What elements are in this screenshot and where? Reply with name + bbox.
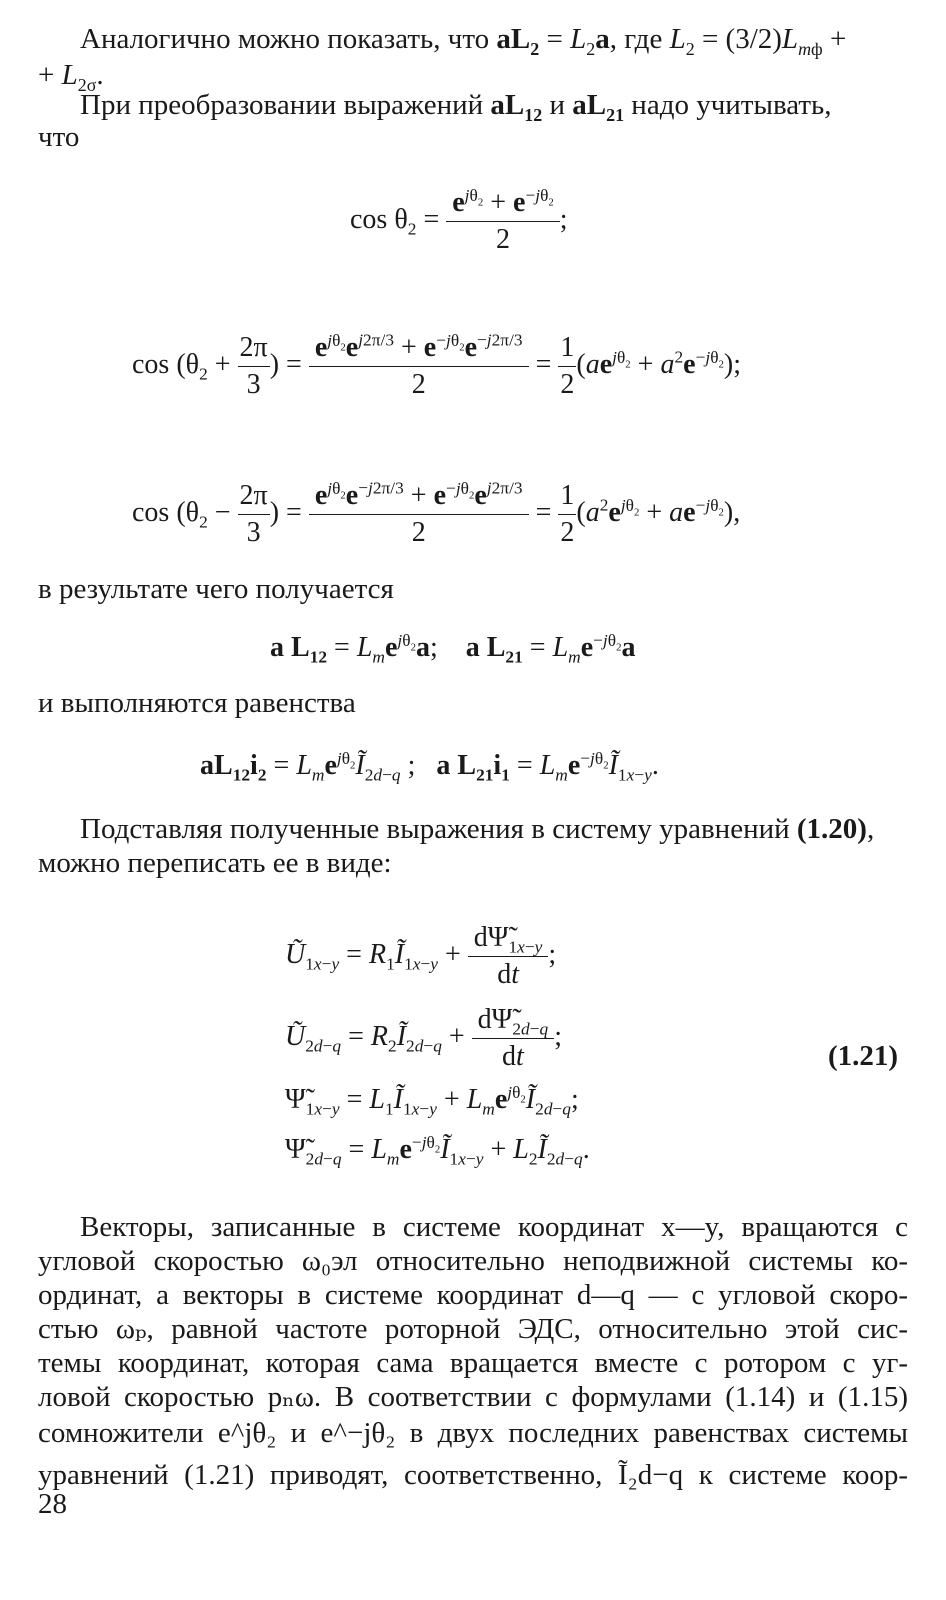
paragraph-2-line-1: При преобразовании выражений $aL_{12}$ и $aL_{21}$ надо учитывать,	[80, 89, 832, 125]
page-number: 28	[38, 1488, 67, 1520]
paragraph-1-line-1: Аналогично можно показать, что $aL_2 = L_2a$, где $L_2 = (3/2)L_{mф}$ +	[80, 23, 847, 59]
equation-aL: a $L_{12} = L_me^{j\theta_2}a$; a $L_{21} = L_me^{-j\theta_2}a$	[270, 630, 636, 667]
paragraph-4: и выполняются равенства	[38, 687, 356, 719]
p1-text: Аналогично можно показать, что	[80, 23, 490, 55]
equation-cos-theta: $\cos \theta_2$ = $\frac{e^{j\theta_2} + e^{-j\theta_2}}{2}$ ;	[350, 185, 568, 255]
system-eq-4: $\Psĩ_{2d-q}$ = $L_me^{-j\theta_2}Ĩ_{1x-y}$ + $L_2Ĩ_{2d-q}$.	[285, 1132, 590, 1169]
system-eq-2: $Ũ_{2d-q}$ = $R_2Ĩ_{2d-q}$ + $\frac{d\Psĩ_{2d-q}}{dt}$ ;	[285, 1004, 562, 1072]
p6-line-6: ловой скоростью pₙω. В соответствии с формулами (1.14) и (1.15)	[38, 1381, 908, 1413]
system-eq-3: $\Psĩ_{1x-y}$ = $L_1Ĩ_{1x-y}$ + $L_me^{j\theta_2}Ĩ_{2d-q}$;	[285, 1082, 579, 1119]
system-eq-1: $Ũ_{1x-y}$ = $R_1Ĩ_{1x-y}$ + $\frac{d\Psĩ_{1x-y}}{dt}$ ;	[285, 922, 557, 990]
p6-line-1: Векторы, записанные в системе координат x—y, вращаются с	[80, 1211, 908, 1243]
equation-cos-plus: $\cos (\theta_2$ + $\frac{2\pi}{3}$ ) = $\frac{e^{j\theta_2}e^{j2\pi/3} + e^{-j\theta_2}e^{-j2\pi/3}}{2}$ = $\frac{1}{2}$ $(ae^{j\theta_2} + a^2e^{-j\theta_2})$;	[132, 330, 742, 400]
p6-line-4: стью ωₚ, равной частоте роторной ЭДС, относительно этой сис-	[38, 1313, 908, 1345]
paragraph-5-line-1: Подставляя полученные выражения в систему уравнений (1.20),	[80, 813, 875, 845]
paragraph-2-line-2: что	[38, 121, 80, 153]
equation-aLi: $aL_{12}i_2$ = $L_me^{j\theta_2}Ĩ_{2d-q}$ ; a $L_{21}i_1$ = $L_me^{-j\theta_2}Ĩ_{1x-y}$.	[200, 748, 659, 785]
p6-line-8: уравнений (1.21) приводят, соответственно, Ĩ₂d−q к системе коор-	[38, 1459, 908, 1491]
paragraph-3: в результате чего получается	[38, 573, 394, 605]
paragraph-5-line-2: можно переписать ее в виде:	[38, 847, 392, 879]
equation-number: (1.21)	[828, 1040, 899, 1072]
p6-line-3: ординат, а векторы в системе координат d—q — с угловой скоро-	[38, 1279, 908, 1311]
p6-line-2: угловой скоростью ω₀эл относительно неподвижной системы ко-	[38, 1245, 908, 1277]
paragraph-6	[38, 1210, 908, 1492]
paragraph-1-line-2: + $L_{2\sigma}$.	[38, 59, 104, 95]
p6-line-5: темы координат, которая сама вращается вместе с ротором с уг-	[38, 1347, 908, 1379]
p6-line-7: сомножители e^jθ₂ и e^−jθ₂ в двух последних равенствах системы	[38, 1417, 908, 1449]
equation-cos-minus: $\cos (\theta_2$ − $\frac{2\pi}{3}$ ) = $\frac{e^{j\theta_2}e^{-j2\pi/3} + e^{-j\theta_2}e^{j2\pi/3}}{2}$ = $\frac{1}{2}$ $(a^2e^{j\theta_2} + ae^{-j\theta_2})$,	[132, 478, 741, 548]
